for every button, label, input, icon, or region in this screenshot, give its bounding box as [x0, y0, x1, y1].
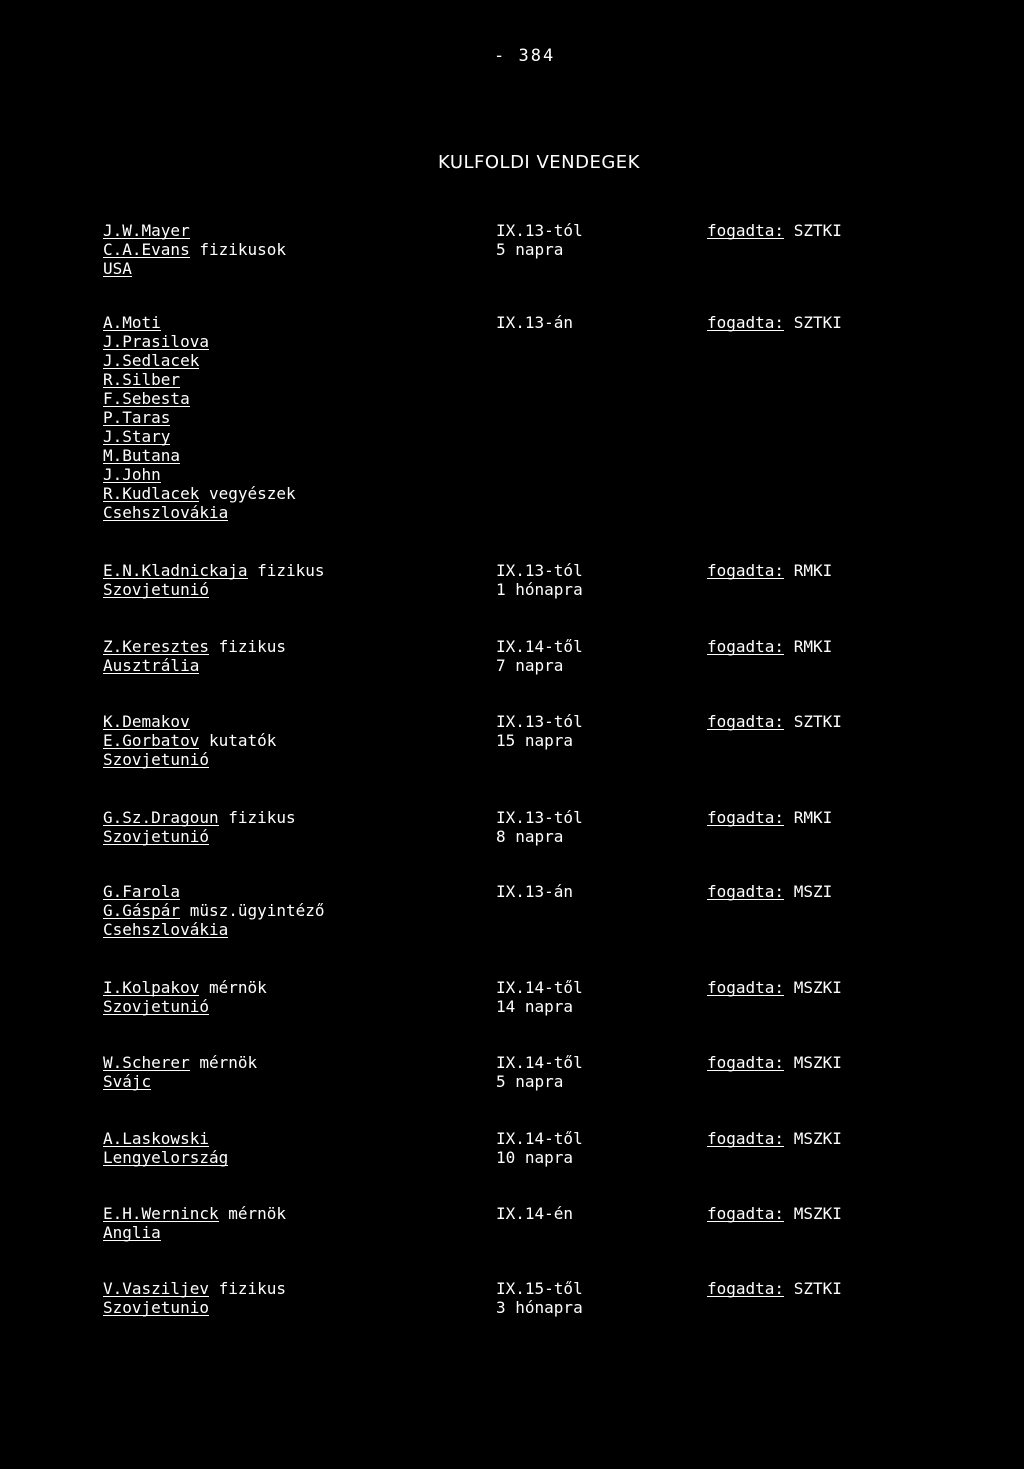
visitor-line [103, 637, 286, 656]
visitor-name: E.H.Werninck [103, 1204, 219, 1223]
visit-date: IX.13-tól [496, 561, 583, 580]
visitor-role: kutatók [199, 731, 277, 750]
visitor-name: K.Demakov [103, 712, 190, 731]
host-line [707, 1204, 842, 1223]
host-label: fogadta: [707, 313, 785, 332]
visitor-names [103, 221, 286, 278]
visitor-line [103, 1223, 286, 1242]
visit-dates [496, 1129, 583, 1167]
host-line [707, 561, 832, 580]
visitor-name: Csehszlovákia [103, 503, 229, 522]
host-name: RMKI [793, 561, 833, 580]
host-line [707, 1279, 842, 1298]
visitor-name: C.A.Evans [103, 240, 190, 259]
visit-dates [496, 637, 583, 675]
visitor-name: Szovjetunió [103, 827, 209, 846]
visitor-name: Szovjetunió [103, 580, 209, 599]
host-name: MSZKI [793, 1053, 842, 1072]
visitor-names [103, 808, 296, 846]
page-title: KULFOLDI VENDEGEK [438, 152, 640, 173]
visitor-line [103, 351, 296, 370]
visitor-role: mérnök [189, 1053, 258, 1072]
visit-date: IX.14-től [496, 637, 583, 656]
visitor-role: mérnök [218, 1204, 287, 1223]
host-institution [707, 1279, 842, 1298]
visitor-name: J.Sedlacek [103, 351, 200, 370]
host-label: fogadta: [707, 882, 785, 901]
visitor-name: J.Prasilova [103, 332, 209, 351]
visitor-names [103, 1279, 286, 1317]
host-institution [707, 978, 842, 997]
visitor-name: Csehszlovákia [103, 920, 229, 939]
visitor-line [103, 427, 296, 446]
visitor-name: R.Kudlacek [103, 484, 200, 503]
host-label: fogadta: [707, 1129, 785, 1148]
host-name: MSZKI [793, 1204, 842, 1223]
host-institution [707, 1204, 842, 1223]
host-name: SZTKI [793, 712, 842, 731]
visitor-name: G.Gáspár [103, 901, 181, 920]
host-institution [707, 221, 842, 240]
visitor-role: müsz.ügyintéző [180, 901, 325, 920]
host-label: fogadta: [707, 1279, 785, 1298]
visit-dates [496, 978, 583, 1016]
visit-date: 3 hónapra [496, 1298, 583, 1317]
visit-date: IX.15-től [496, 1279, 583, 1298]
visitor-name: Szovjetunió [103, 997, 209, 1016]
host-line [707, 978, 842, 997]
visit-date: IX.14-től [496, 1129, 583, 1148]
visit-dates [496, 561, 583, 599]
visitor-names [103, 313, 296, 522]
visit-date: 5 napra [496, 240, 564, 259]
host-institution [707, 313, 842, 332]
host-institution [707, 637, 832, 656]
visitor-name: G.Farola [103, 882, 181, 901]
host-name: MSZKI [793, 978, 842, 997]
host-name: MSZKI [793, 1129, 842, 1148]
visitor-line [103, 656, 286, 675]
visitor-names [103, 978, 267, 1016]
host-line [707, 637, 832, 656]
visitor-line [103, 920, 325, 939]
visitor-name: J.W.Mayer [103, 221, 190, 240]
visit-dates [496, 882, 573, 901]
visit-date: IX.14-től [496, 978, 583, 997]
host-name: SZTKI [793, 1279, 842, 1298]
visitor-line [103, 259, 286, 278]
host-institution [707, 882, 832, 901]
visitor-names [103, 561, 325, 599]
host-label: fogadta: [707, 712, 785, 731]
visitor-name: P.Taras [103, 408, 171, 427]
host-label: fogadta: [707, 637, 785, 656]
host-name: SZTKI [793, 221, 842, 240]
visitor-line [103, 332, 296, 351]
host-name: RMKI [793, 808, 833, 827]
visit-date: 8 napra [496, 827, 564, 846]
visitor-line [103, 978, 267, 997]
host-line [707, 313, 842, 332]
host-line [707, 1129, 842, 1148]
visit-dates [496, 808, 583, 846]
visitor-name: E.Gorbatov [103, 731, 200, 750]
visitor-line [103, 808, 296, 827]
visitor-line [103, 370, 296, 389]
visitor-line [103, 901, 325, 920]
visitor-name: Lengyelország [103, 1148, 229, 1167]
visitor-role: fizikus [247, 561, 325, 580]
visitor-line [103, 827, 296, 846]
visitor-line [103, 750, 276, 769]
host-name: MSZI [793, 882, 833, 901]
visitor-name: Ausztrália [103, 656, 200, 675]
host-line [707, 712, 842, 731]
visitor-names [103, 712, 276, 769]
visit-dates [496, 221, 583, 259]
visitor-name: G.Sz.Dragoun [103, 808, 219, 827]
host-institution [707, 1129, 842, 1148]
visit-date: IX.14-től [496, 1053, 583, 1072]
visitor-name: Szovjetunio [103, 1298, 209, 1317]
visitor-names [103, 1129, 228, 1167]
visitor-line [103, 503, 296, 522]
visitor-line [103, 1129, 228, 1148]
visit-date: 14 napra [496, 997, 574, 1016]
visitor-line [103, 731, 276, 750]
visitor-name: V.Vasziljev [103, 1279, 209, 1298]
visit-date: IX.13-án [496, 882, 574, 901]
visit-dates [496, 1204, 573, 1223]
visitor-line [103, 580, 325, 599]
host-line [707, 221, 842, 240]
visit-date: IX.13-án [496, 313, 574, 332]
visit-date: 10 napra [496, 1148, 574, 1167]
host-institution [707, 712, 842, 731]
visitor-role: fizikus [218, 808, 296, 827]
visitor-line [103, 561, 325, 580]
visitor-name: E.N.Kladnickaja [103, 561, 248, 580]
host-line [707, 1053, 842, 1072]
host-label: fogadta: [707, 561, 785, 580]
page-number: - 384 [494, 46, 556, 66]
visitor-name: R.Silber [103, 370, 181, 389]
visitor-line [103, 221, 286, 240]
visitor-role: vegyészek [199, 484, 296, 503]
visitor-name: I.Kolpakov [103, 978, 200, 997]
host-line [707, 808, 832, 827]
visitor-role: mérnök [199, 978, 267, 997]
visitor-line [103, 240, 286, 259]
visitor-line [103, 389, 296, 408]
host-name: SZTKI [793, 313, 842, 332]
visitor-name: F.Sebesta [103, 389, 190, 408]
visitor-line [103, 1298, 286, 1317]
visitor-name: Z.Keresztes [103, 637, 209, 656]
visitor-line [103, 1279, 286, 1298]
visitor-role: fizikusok [189, 240, 287, 259]
visit-dates [496, 1279, 583, 1317]
visitor-line [103, 465, 296, 484]
host-institution [707, 808, 832, 827]
visitor-line [103, 712, 276, 731]
visitor-line [103, 882, 325, 901]
visitor-name: M.Butana [103, 446, 181, 465]
visit-date: IX.13-tól [496, 221, 583, 240]
visitor-name: J.John [103, 465, 161, 484]
visit-date: IX.14-én [496, 1204, 574, 1223]
visitor-line [103, 446, 296, 465]
visitor-names [103, 1204, 286, 1242]
visit-dates [496, 712, 583, 750]
visitor-line [103, 1148, 228, 1167]
host-label: fogadta: [707, 978, 785, 997]
visitor-line [103, 313, 296, 332]
host-label: fogadta: [707, 1053, 785, 1072]
visitor-names [103, 637, 286, 675]
host-institution [707, 1053, 842, 1072]
visitor-line [103, 1053, 257, 1072]
visitor-line [103, 1072, 257, 1091]
visitor-names [103, 882, 325, 939]
visit-date: IX.13-tól [496, 712, 583, 731]
visitor-name: J.Stary [103, 427, 171, 446]
host-line [707, 882, 832, 901]
visitor-role: fizikus [208, 637, 287, 656]
visitor-line [103, 997, 267, 1016]
visitor-line [103, 408, 296, 427]
host-label: fogadta: [707, 221, 785, 240]
host-name: RMKI [793, 637, 833, 656]
visitor-role: fizikus [208, 1279, 287, 1298]
visit-date: 5 napra [496, 1072, 564, 1091]
host-label: fogadta: [707, 808, 785, 827]
host-institution [707, 561, 832, 580]
visitor-line [103, 1204, 286, 1223]
visitor-name: Svájc [103, 1072, 152, 1091]
host-label: fogadta: [707, 1204, 785, 1223]
visitor-name: Szovjetunió [103, 750, 209, 769]
visitor-name: A.Moti [103, 313, 161, 332]
visit-dates [496, 1053, 583, 1091]
visitor-names [103, 1053, 257, 1091]
visitor-line [103, 484, 296, 503]
visitor-name: W.Scherer [103, 1053, 190, 1072]
visit-dates [496, 313, 573, 332]
visit-date: IX.13-tól [496, 808, 583, 827]
visit-date: 7 napra [496, 656, 564, 675]
visit-date: 15 napra [496, 731, 574, 750]
visitor-name: Anglia [103, 1223, 161, 1242]
visitor-name: USA [103, 259, 132, 278]
visit-date: 1 hónapra [496, 580, 583, 599]
visitor-name: A.Laskowski [103, 1129, 209, 1148]
